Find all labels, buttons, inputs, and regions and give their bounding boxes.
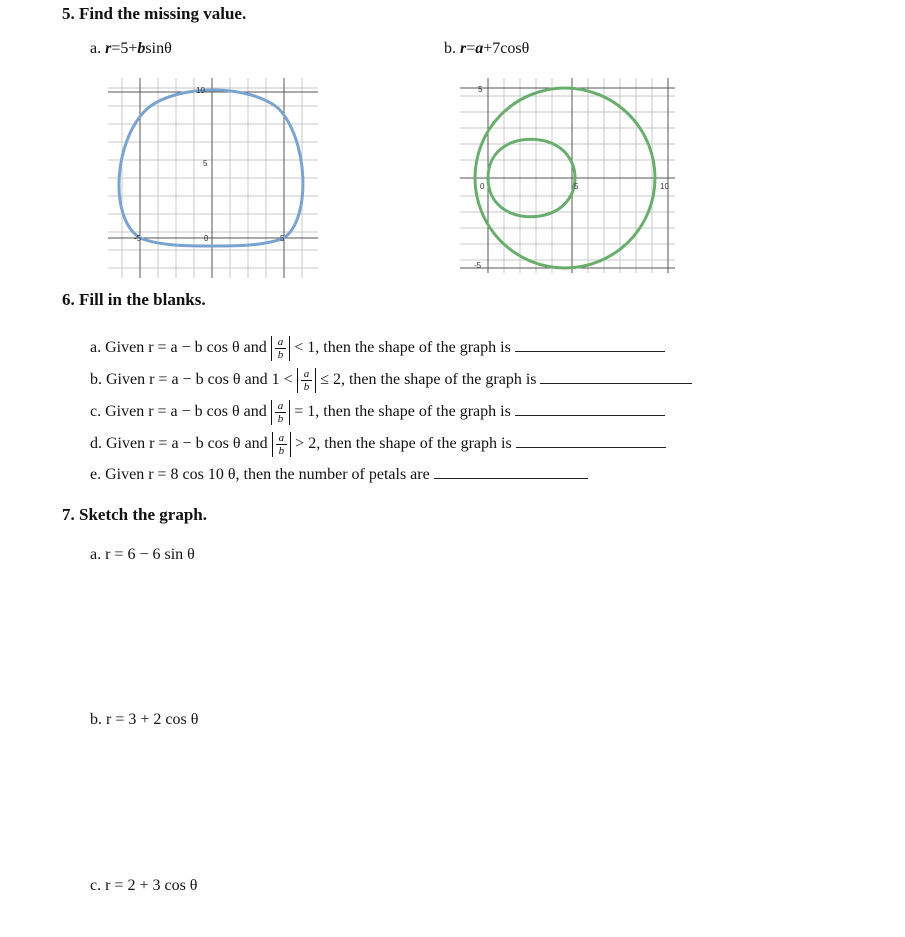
q5b-lhs: r bbox=[460, 40, 467, 57]
q6d-post: > 2, then the shape of the graph is bbox=[291, 435, 512, 453]
graph-a-tick-5x: 5 bbox=[280, 234, 285, 243]
q7b-equation: b. r = 3 + 2 cos θ bbox=[90, 711, 199, 728]
q5b-rhs: = bbox=[466, 40, 476, 57]
q6d-row bbox=[90, 432, 666, 457]
q6a-frac-den: b bbox=[277, 349, 284, 361]
graph-a-tick-neg5: -5 bbox=[134, 234, 142, 243]
q5b-rest: +7cos bbox=[483, 40, 522, 57]
q6a-row bbox=[90, 336, 665, 361]
q6b-post: ≤ 2, then the shape of the graph is bbox=[316, 371, 537, 389]
q6b-row bbox=[90, 368, 692, 393]
graph-b-tick-5x: 5 bbox=[574, 182, 579, 191]
q5a-theta: θ bbox=[164, 40, 172, 57]
graph-b bbox=[460, 78, 675, 273]
graph-b-tick-neg5: -5 bbox=[474, 261, 482, 270]
q6e-row bbox=[90, 464, 588, 484]
q5b-label: b. bbox=[444, 40, 456, 57]
q6c-fraction bbox=[271, 400, 291, 425]
q6e-text: e. Given r = 8 cos 10 θ, then the number of petals are bbox=[90, 466, 430, 483]
q5a-fn: sin bbox=[145, 40, 165, 57]
graph-b-tick-10: 10 bbox=[660, 182, 669, 191]
graph-a-curve bbox=[119, 90, 303, 246]
q5a-label: a. bbox=[90, 40, 102, 57]
q6-heading: 6. Fill in the blanks. bbox=[62, 290, 206, 309]
graph-a-tick-0: 0 bbox=[204, 234, 209, 243]
q5a-equation bbox=[90, 40, 172, 58]
q5-heading: 5. Find the missing value. bbox=[62, 4, 247, 23]
q6b-pre: b. Given r = a − b cos θ and 1 < bbox=[90, 371, 293, 389]
q6d-fraction bbox=[272, 432, 292, 457]
q7-heading: 7. Sketch the graph. bbox=[62, 505, 207, 524]
q6c-post: = 1, then the shape of the graph is bbox=[290, 403, 511, 421]
q5b-equation bbox=[444, 40, 529, 58]
q6d-pre: d. Given r = a − b cos θ and bbox=[90, 435, 268, 453]
graph-b-tick-0: 0 bbox=[480, 182, 485, 191]
q6e-blank[interactable] bbox=[434, 464, 588, 479]
q5a-rhs: =5+ bbox=[111, 40, 138, 57]
q6a-post: < 1, then the shape of the graph is bbox=[290, 339, 511, 357]
q6b-frac-num: a bbox=[301, 368, 313, 381]
q6c-frac-den: b bbox=[277, 413, 284, 425]
q5b-theta: θ bbox=[521, 40, 530, 57]
q6d-frac-num: a bbox=[276, 432, 288, 445]
q6a-fraction bbox=[271, 336, 291, 361]
graph-a-tick-5: 5 bbox=[203, 159, 208, 168]
q6c-frac-num: a bbox=[275, 400, 287, 413]
graph-a bbox=[108, 78, 318, 278]
q6a-frac-num: a bbox=[275, 336, 287, 349]
q6d-frac-den: b bbox=[278, 445, 285, 457]
graph-a-tick-10: 10 bbox=[196, 86, 205, 95]
q6a-blank[interactable] bbox=[515, 337, 665, 352]
q7c-equation: c. r = 2 + 3 cos θ bbox=[90, 877, 198, 894]
graph-b-tick-5: 5 bbox=[478, 85, 483, 94]
q6b-frac-den: b bbox=[303, 381, 310, 393]
q6b-fraction bbox=[297, 368, 317, 393]
q6a-pre: a. Given r = a − b cos θ and bbox=[90, 339, 267, 357]
q5a-lhs: r bbox=[105, 40, 112, 57]
q6d-blank[interactable] bbox=[516, 433, 666, 448]
q5a-var: b bbox=[137, 40, 146, 57]
q6b-blank[interactable] bbox=[540, 369, 692, 384]
q7a-equation: a. r = 6 − 6 sin θ bbox=[90, 546, 195, 563]
q6c-row bbox=[90, 400, 665, 425]
q5b-var: a bbox=[475, 40, 484, 57]
q6c-pre: c. Given r = a − b cos θ and bbox=[90, 403, 267, 421]
q6c-blank[interactable] bbox=[515, 401, 665, 416]
